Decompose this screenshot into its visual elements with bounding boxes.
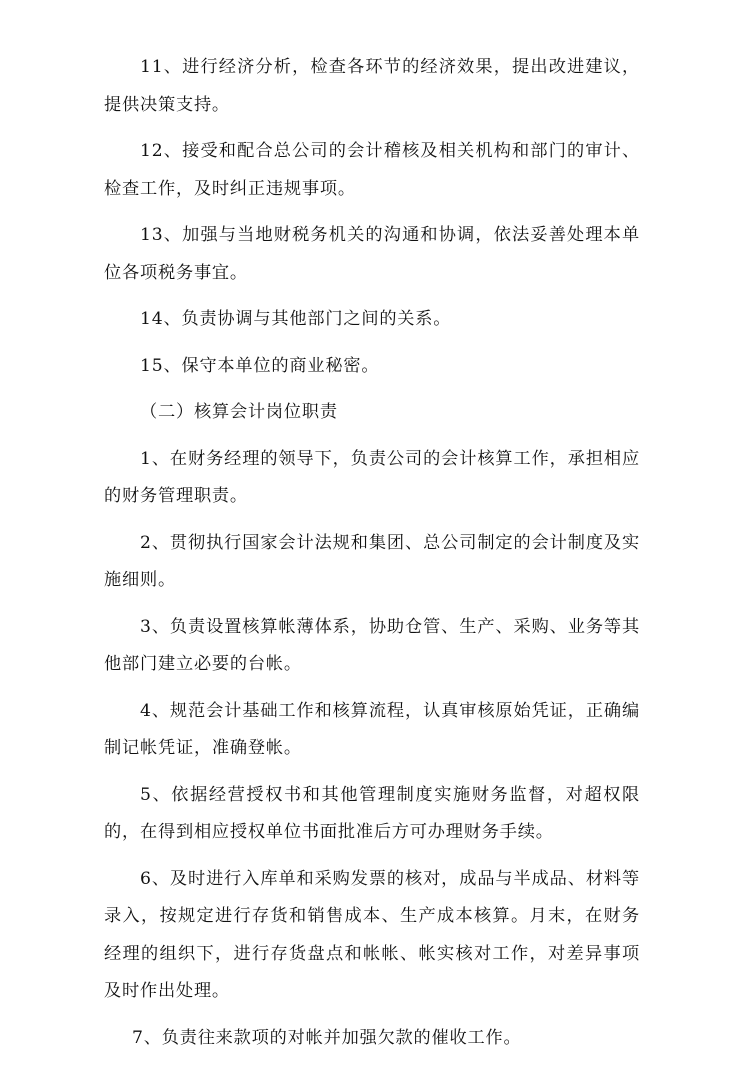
document-page [104,49,640,1066]
paragraph-item-12: 12、接受和配合总公司的会计稽核及相关机构和部门的审计、检查工作，及时纠正违规事项。 [104,141,640,199]
paragraph-item-11: 11、进行经济分析，检查各环节的经济效果，提出改进建议，提供决策支持。 [104,57,640,115]
paragraph-item-1: 1、在财务经理的领导下，负责公司的会计核算工作，承担相应的财务管理职责。 [104,448,640,506]
section-heading-accounting-duties: （二）核算会计岗位职责 [140,402,338,422]
paragraph-item-5: 5、依据经营授权书和其他管理制度实施财务监督，对超权限的，在得到相应授权单位书面批准后方可办理财务手续。 [104,784,640,842]
paragraph-item-2: 2、贯彻执行国家会计法规和集团、总公司制定的会计制度及实施细则。 [104,532,640,590]
paragraph-item-6: 6、及时进行入库单和采购发票的核对，成品与半成品、材料等录入，按规定进行存货和销售成本、生产成本核算。月末，在财务经理的组织下，进行存货盘点和帐帐、帐实核对工作，对差异事项及时作出处理。 [104,868,640,1001]
paragraph-item-15: 15、保守本单位的商业秘密。 [140,355,380,376]
paragraph-item-7: 7、负责往来款项的对帐并加强欠款的催收工作。 [132,1027,522,1048]
paragraph-item-13: 13、加强与当地财税务机关的沟通和协调，依法妥善处理本单位各项税务事宜。 [104,225,640,283]
paragraph-item-4: 4、规范会计基础工作和核算流程，认真审核原始凭证，正确编制记帐凭证，准确登帐。 [104,700,640,758]
paragraph-item-14: 14、负责协调与其他部门之间的关系。 [140,309,452,329]
paragraph-item-3: 3、负责设置核算帐薄体系，协助仓管、生产、采购、业务等其他部门建立必要的台帐。 [104,616,640,674]
